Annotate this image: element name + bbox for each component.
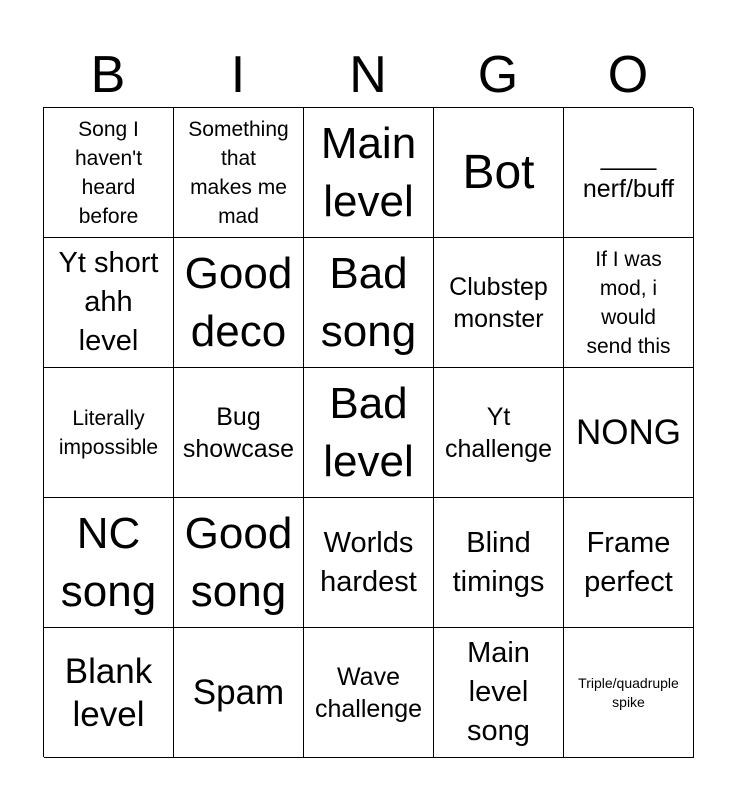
cell-text: Main level [320, 118, 417, 226]
bingo-cell-r4-c2[interactable] [304, 628, 434, 758]
header-letter-b: B [90, 46, 126, 104]
bingo-cell-r2-c0[interactable] [44, 368, 174, 498]
bingo-cell-r4-c0[interactable] [44, 628, 174, 758]
cell-text: Bug showcase [182, 402, 295, 463]
bingo-cell-r3-c3[interactable] [434, 498, 564, 628]
bingo-cell-r3-c4[interactable] [564, 498, 694, 628]
bingo-cell-r0-c2[interactable] [304, 108, 434, 238]
bingo-cell-r1-c3[interactable] [434, 238, 564, 368]
cell-text: Worlds hardest [320, 526, 417, 598]
header-letter-o: O [607, 46, 649, 104]
cell-text: ____ nerf/buff [582, 142, 675, 203]
cell-text: If I was mod, i would send this [586, 247, 671, 358]
bingo-cell-r4-c3[interactable] [434, 628, 564, 758]
cell-text: Spam [192, 673, 285, 712]
bingo-cell-r2-c1[interactable] [174, 368, 304, 498]
cell-text: Frame perfect [584, 526, 673, 598]
cell-text: Wave challenge [314, 662, 423, 723]
bingo-cell-r0-c0[interactable] [44, 108, 174, 238]
cell-text: Bot [462, 145, 535, 199]
bingo-cell-r3-c1[interactable] [174, 498, 304, 628]
bingo-cell-r2-c4[interactable] [564, 368, 694, 498]
bingo-cell-r1-c0[interactable] [44, 238, 174, 368]
bingo-header [43, 42, 693, 108]
bingo-cell-r3-c0[interactable] [44, 498, 174, 628]
cell-text: Good deco [184, 248, 293, 356]
bingo-cell-r1-c1[interactable] [174, 238, 304, 368]
bingo-grid [43, 107, 693, 757]
cell-text: Clubstep monster [449, 272, 548, 333]
cell-text: Main level song [467, 637, 530, 747]
cell-text: Yt challenge [444, 402, 553, 463]
bingo-cell-r1-c4[interactable] [564, 238, 694, 368]
cell-text: NC song [60, 508, 157, 616]
cell-text: Something that makes me mad [188, 117, 289, 228]
bingo-cell-r2-c3[interactable] [434, 368, 564, 498]
header-letter-i: I [230, 46, 246, 104]
cell-text: Good song [184, 508, 293, 616]
bingo-cell-r0-c1[interactable] [174, 108, 304, 238]
bingo-cell-r4-c1[interactable] [174, 628, 304, 758]
bingo-cell-r3-c2[interactable] [304, 498, 434, 628]
cell-text: Bad song [320, 248, 417, 356]
cell-text: Yt short ahh level [58, 247, 159, 357]
bingo-cell-r0-c4[interactable] [564, 108, 694, 238]
cell-text: Blank level [64, 651, 153, 734]
bingo-cell-r4-c4[interactable] [564, 628, 694, 758]
cell-text: Song I haven't heard before [74, 117, 143, 228]
cell-text: Triple/quadruple spike [578, 674, 679, 710]
bingo-cell-r2-c2[interactable] [304, 368, 434, 498]
cell-text: Literally impossible [58, 406, 159, 459]
cell-text: Bad level [323, 378, 414, 486]
bingo-cell-r1-c2[interactable] [304, 238, 434, 368]
cell-text: NONG [576, 413, 681, 452]
header-letter-n: N [349, 46, 387, 104]
header-letter-g: G [477, 46, 519, 104]
bingo-cell-r0-c3[interactable] [434, 108, 564, 238]
cell-text: Blind timings [452, 526, 545, 598]
